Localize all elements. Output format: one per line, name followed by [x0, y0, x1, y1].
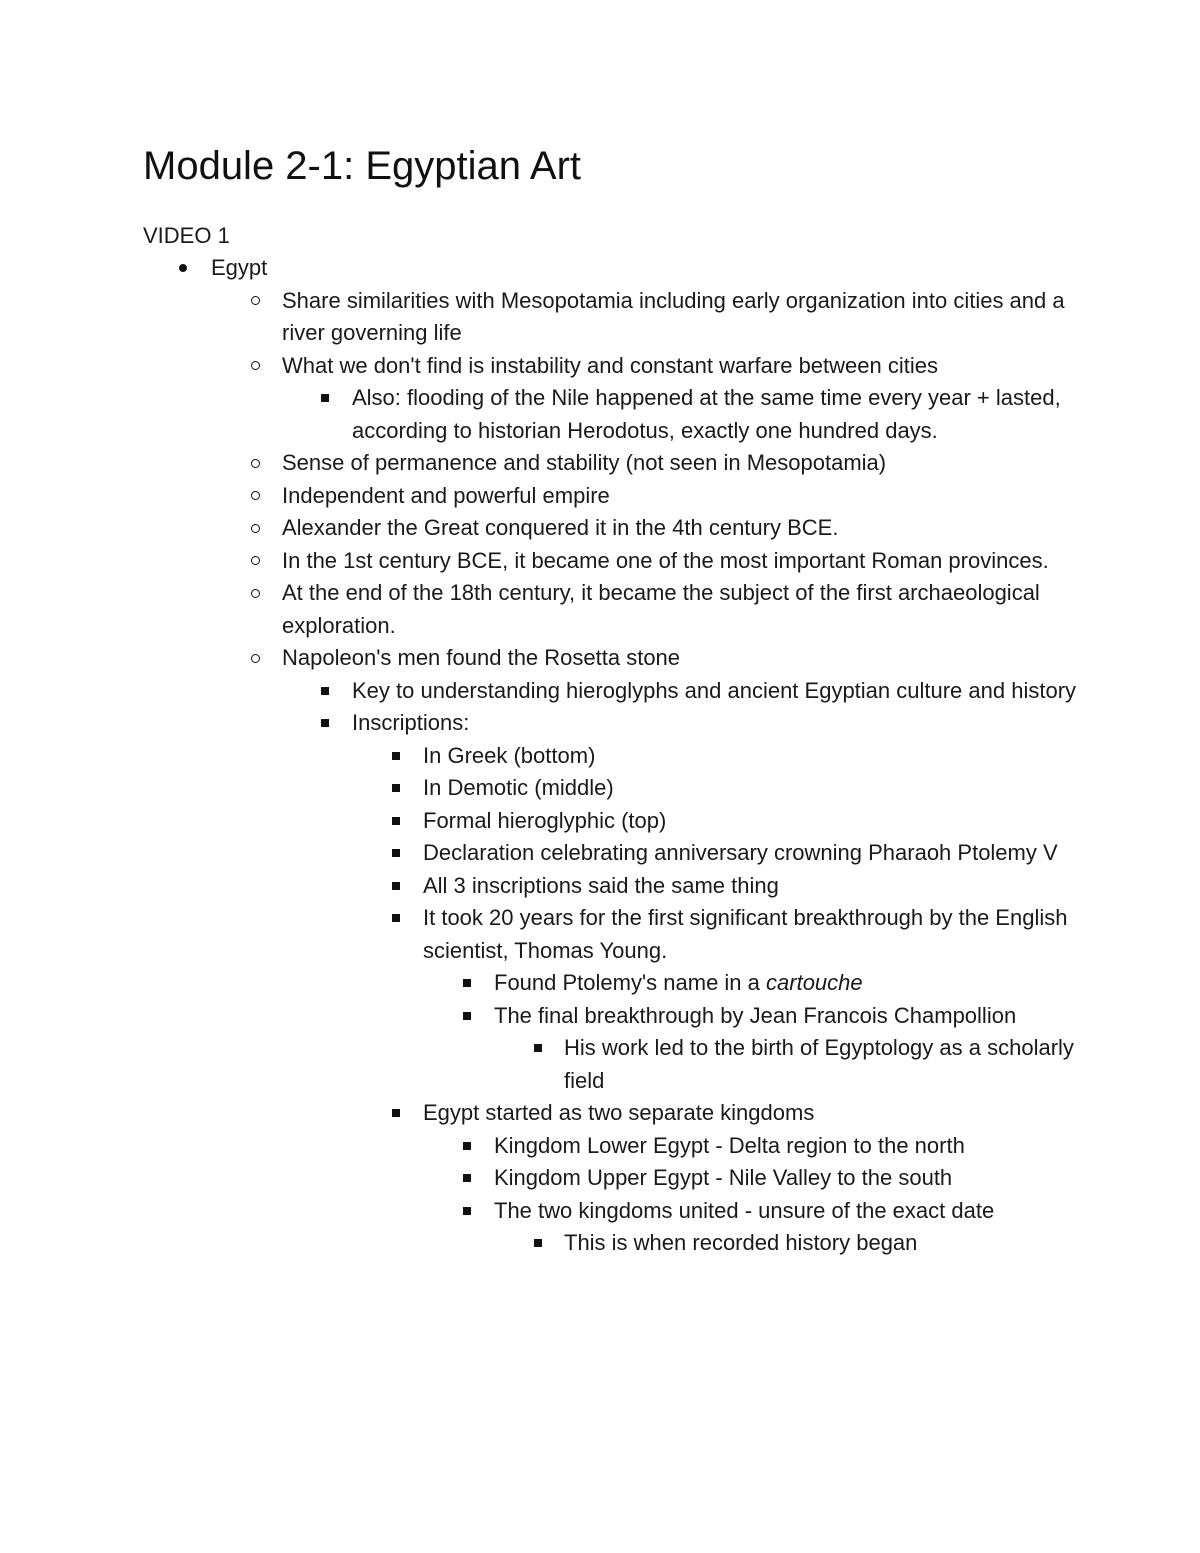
- bullet-square-icon: [386, 837, 406, 869]
- bullet-circle-icon: [245, 285, 265, 317]
- list-item: [143, 675, 1083, 708]
- bullet-circle-icon: [245, 577, 265, 609]
- list-item: [143, 805, 1083, 838]
- list-item-text: What we don't find is instability and constant warfare between cities: [282, 352, 938, 378]
- list-item: [143, 382, 1083, 447]
- list-item-text: The two kingdoms united - unsure of the exact date: [494, 1197, 995, 1223]
- list-item-text: Egypt: [211, 255, 268, 280]
- list-item: [143, 577, 1083, 642]
- list-item: [143, 252, 1083, 285]
- bullet-square-icon: [315, 707, 335, 739]
- bullet-circle-icon: [245, 642, 265, 674]
- list-item-text: Kingdom Lower Egypt - Delta region to the north: [494, 1132, 965, 1158]
- bullet-circle-icon: [245, 480, 265, 512]
- bullet-circle-icon: [245, 545, 265, 577]
- page-title: Module 2-1: Egyptian Art: [143, 144, 582, 188]
- list-item-text: Egypt started as two separate kingdoms: [423, 1100, 815, 1125]
- list-item: [143, 1195, 1083, 1228]
- bullet-square-icon: [386, 740, 406, 772]
- list-item-text: Declaration celebrating anniversary crowning Pharaoh Ptolemy V: [423, 840, 1058, 865]
- list-item-emphasis: cartouche: [766, 970, 863, 995]
- bullet-square-icon: [528, 1227, 548, 1259]
- list-item: [143, 512, 1083, 545]
- list-item-text: At the end of the 18th century, it became the subject of the first archaeological exploration.: [282, 580, 1040, 638]
- list-item-text: It took 20 years for the first significant breakthrough by the English scientist, Thomas Young.: [423, 905, 1068, 963]
- bullet-square-icon: [457, 967, 477, 999]
- list-item-text: Also: flooding of the Nile happened at the same time every year + lasted, according to historian Herodotus, exactly one hundred days.: [352, 385, 1061, 443]
- list-item-text: Independent and powerful empire: [282, 482, 610, 508]
- list-item-text: In Greek (bottom): [423, 742, 596, 768]
- bullet-square-icon: [386, 870, 406, 902]
- bullet-disc-icon: [173, 252, 193, 284]
- list-item: [143, 1032, 1083, 1097]
- list-item-text: Inscriptions:: [352, 710, 470, 735]
- list-item: [143, 740, 1083, 773]
- list-item-text: Key to understanding hieroglyphs and ancient Egyptian culture and history: [352, 677, 1077, 703]
- list-item-text: Kingdom Upper Egypt - Nile Valley to the south: [494, 1165, 953, 1190]
- list-item-text: Share similarities with Mesopotamia including early organization into cities and a river governing life: [282, 287, 1065, 345]
- bullet-circle-icon: [245, 512, 265, 544]
- list-item-text: Found Ptolemy's name in a: [494, 970, 767, 995]
- list-item: [143, 1162, 1083, 1195]
- list-item: [143, 642, 1083, 675]
- list-item: [143, 772, 1083, 805]
- list-item: [143, 1097, 1083, 1130]
- list-item: [143, 967, 1083, 1000]
- bullet-square-icon: [457, 1162, 477, 1194]
- list-item-text: Napoleon's men found the Rosetta stone: [282, 645, 681, 670]
- bullet-square-icon: [386, 902, 406, 934]
- list-item: [143, 1000, 1083, 1033]
- list-item: [143, 350, 1083, 383]
- list-item: [143, 480, 1083, 513]
- bullet-circle-icon: [245, 447, 265, 479]
- bullet-circle-icon: [245, 350, 265, 382]
- list-item: [143, 837, 1083, 870]
- list-item-text: All 3 inscriptions said the same thing: [423, 872, 779, 898]
- list-item-text: In Demotic (middle): [423, 775, 614, 800]
- bullet-square-icon: [528, 1032, 548, 1064]
- list-item-text: The final breakthrough by Jean Francois Champollion: [494, 1002, 1017, 1028]
- list-item: [143, 707, 1083, 740]
- list-item: [143, 545, 1083, 578]
- list-item-text: This is when recorded history began: [564, 1230, 918, 1255]
- list-item: [143, 902, 1083, 967]
- list-item: [143, 1227, 1083, 1260]
- list-item-text: Alexander the Great conquered it in the 4th century BCE.: [282, 515, 839, 540]
- bullet-square-icon: [457, 1000, 477, 1032]
- bullet-square-icon: [457, 1130, 477, 1162]
- list-item: [143, 870, 1083, 903]
- bullet-square-icon: [386, 805, 406, 837]
- list-item-text: His work led to the birth of Egyptology as a scholarly field: [564, 1035, 1074, 1093]
- list-item: [143, 1130, 1083, 1163]
- list-item: [143, 285, 1083, 350]
- section-heading: VIDEO 1: [143, 223, 230, 248]
- list-item-text: In the 1st century BCE, it became one of the most important Roman provinces.: [282, 547, 1049, 573]
- list-item: [143, 447, 1083, 480]
- bullet-square-icon: [386, 1097, 406, 1129]
- bullet-square-icon: [457, 1195, 477, 1227]
- list-item-text: Sense of permanence and stability (not seen in Mesopotamia): [282, 450, 887, 475]
- bullet-square-icon: [315, 382, 335, 414]
- bullet-square-icon: [315, 675, 335, 707]
- bullet-square-icon: [386, 772, 406, 804]
- list-item-text: Formal hieroglyphic (top): [423, 807, 667, 833]
- document-page: [143, 140, 1083, 1260]
